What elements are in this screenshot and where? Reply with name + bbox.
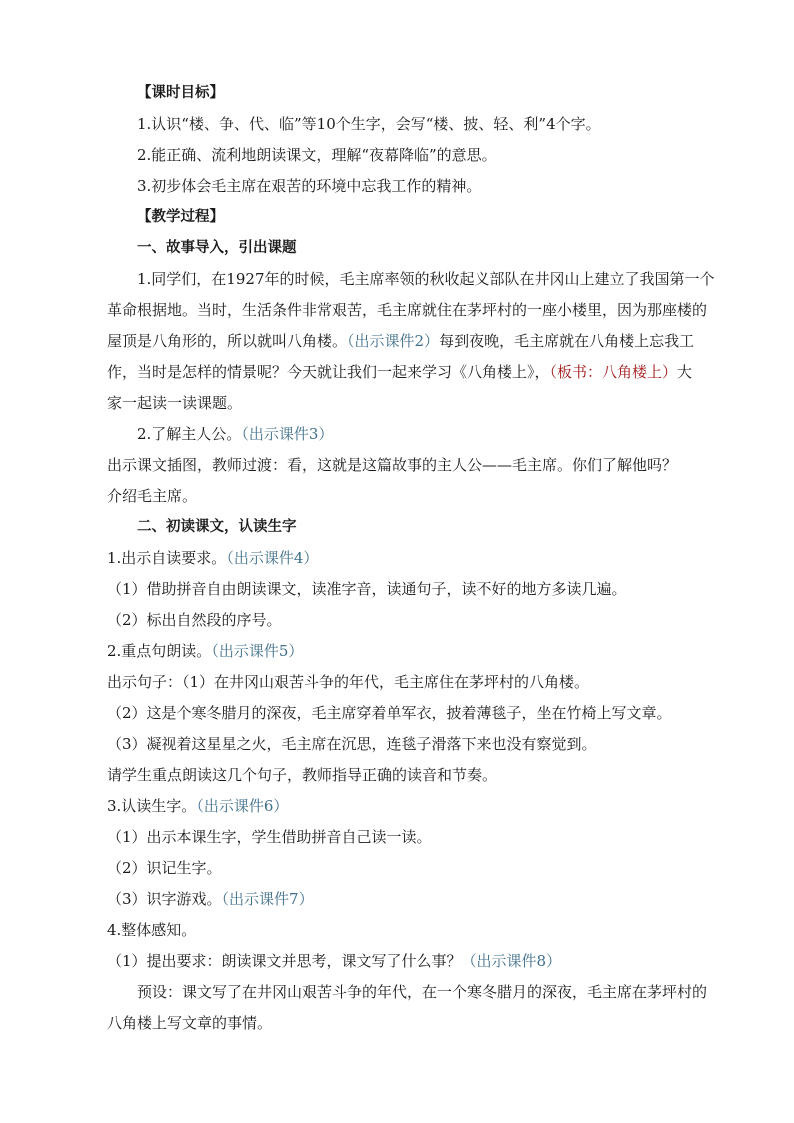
process-heading: 【教学过程】 — [137, 209, 224, 225]
lesson-plan-page — [107, 78, 717, 1039]
paragraph-text: 3.认读生字。 — [107, 797, 197, 815]
section1-paragraph1-line4 — [107, 357, 717, 388]
section1-paragraph1-line1: 1.同学们，在1927年的时候，毛主席率领的秋收起义部队在井冈山上建立了我国第一个 — [137, 270, 715, 288]
section2-step2 — [107, 636, 717, 667]
board-note: （板书：八角楼上） — [549, 363, 678, 381]
objective-item-1: 1.认识“楼、争、代、临”等10个生字，会写“楼、披、轻、利”4个字。 — [137, 115, 601, 133]
paragraph-text: 作，当时是怎样的情景呢？今天就让我们一起来学习《八角楼上》， — [107, 363, 550, 381]
section1-paragraph3-line1: 出示课文插图，教师过渡：看，这就是这篇故事的主人公——毛主席。你们了解他吗？ — [107, 456, 678, 474]
section1-title: 一、故事导入，引出课题 — [137, 240, 297, 256]
section2-step3-item2: （2）识记生字。 — [107, 859, 222, 877]
section1-paragraph1-line3 — [107, 326, 717, 357]
paragraph-text: （1）提出要求：朗读课文并思考，课文写了什么事？ — [107, 952, 462, 970]
section2-step3-item3 — [107, 884, 717, 915]
courseware-note: （出示课件5） — [211, 642, 304, 660]
paragraph-text: 2.重点句朗读。 — [107, 642, 212, 660]
section2-title: 二、初读课文，认读生字 — [137, 519, 297, 535]
paragraph-text: （3）识字游戏。 — [107, 890, 222, 908]
section1-paragraph1-line5: 家一起读一读课题。 — [107, 394, 243, 412]
paragraph-text: 大 — [677, 363, 693, 381]
section2-step2-line3: （3）凝视着这星星之火，毛主席在沉思，连毯子滑落下来也没有察觉到。 — [107, 735, 597, 753]
paragraph-text: 每到夜晚，毛主席就在八角楼上忘我工 — [439, 332, 695, 350]
section2-step1 — [107, 543, 717, 574]
section1-paragraph1-line2: 革命根据地。当时，生活条件非常艰苦，毛主席就住在茅坪村的一座小楼里，因为那座楼的 — [107, 301, 708, 319]
section2-step1-item2: （2）标出自然段的序号。 — [107, 611, 282, 629]
section2-step2-line4: 请学生重点朗读这几个句子，教师指导正确的读音和节奏。 — [107, 766, 498, 784]
courseware-note: （出示课件8） — [461, 952, 562, 970]
courseware-note: （出示课件3） — [241, 425, 334, 443]
objective-item-3: 3.初步体会毛主席在艰苦的环境中忘我工作的精神。 — [137, 177, 482, 195]
section2-step4-preset-line2: 八角楼上写文章的事情。 — [107, 1014, 273, 1032]
section2-step2-line2: （2）这是个寒冬腊月的深夜，毛主席穿着单军衣，披着薄毯子，坐在竹椅上写文章。 — [107, 704, 672, 722]
section2-step2-line1: 出示句子：（1）在井冈山艰苦斗争的年代，毛主席住在茅坪村的八角楼。 — [107, 673, 590, 691]
paragraph-text: 1.出示自读要求。 — [107, 549, 227, 567]
section1-paragraph3-line2: 介绍毛主席。 — [107, 487, 198, 505]
courseware-note: （出示课件2） — [347, 332, 440, 350]
section2-step3 — [107, 791, 717, 822]
paragraph-text: 2.了解主人公。 — [137, 425, 242, 443]
section2-step1-item1: （1）借助拼音自由朗读课文，读准字音，读通句子，读不好的地方多读几遍。 — [107, 580, 627, 598]
objectives-heading: 【课时目标】 — [137, 85, 224, 101]
section1-paragraph2 — [107, 419, 717, 450]
courseware-note: （出示课件7） — [221, 890, 314, 908]
section2-step4: 4.整体感知。 — [107, 921, 197, 939]
objective-item-2: 2.能正确、流利地朗读课文，理解“夜幕降临”的意思。 — [137, 146, 497, 164]
paragraph-text: 屋顶是八角形的，所以就叫八角楼。 — [107, 332, 348, 350]
section2-step4-preset-line1: 预设：课文写了在井冈山艰苦斗争的年代，在一个寒冬腊月的深夜，毛主席在茅坪村的 — [137, 983, 708, 1001]
courseware-note: （出示课件6） — [196, 797, 289, 815]
section2-step4-item1 — [107, 946, 717, 977]
courseware-note: （出示课件4） — [226, 549, 319, 567]
section2-step3-item1: （1）出示本课生字，学生借助拼音自己读一读。 — [107, 828, 432, 846]
